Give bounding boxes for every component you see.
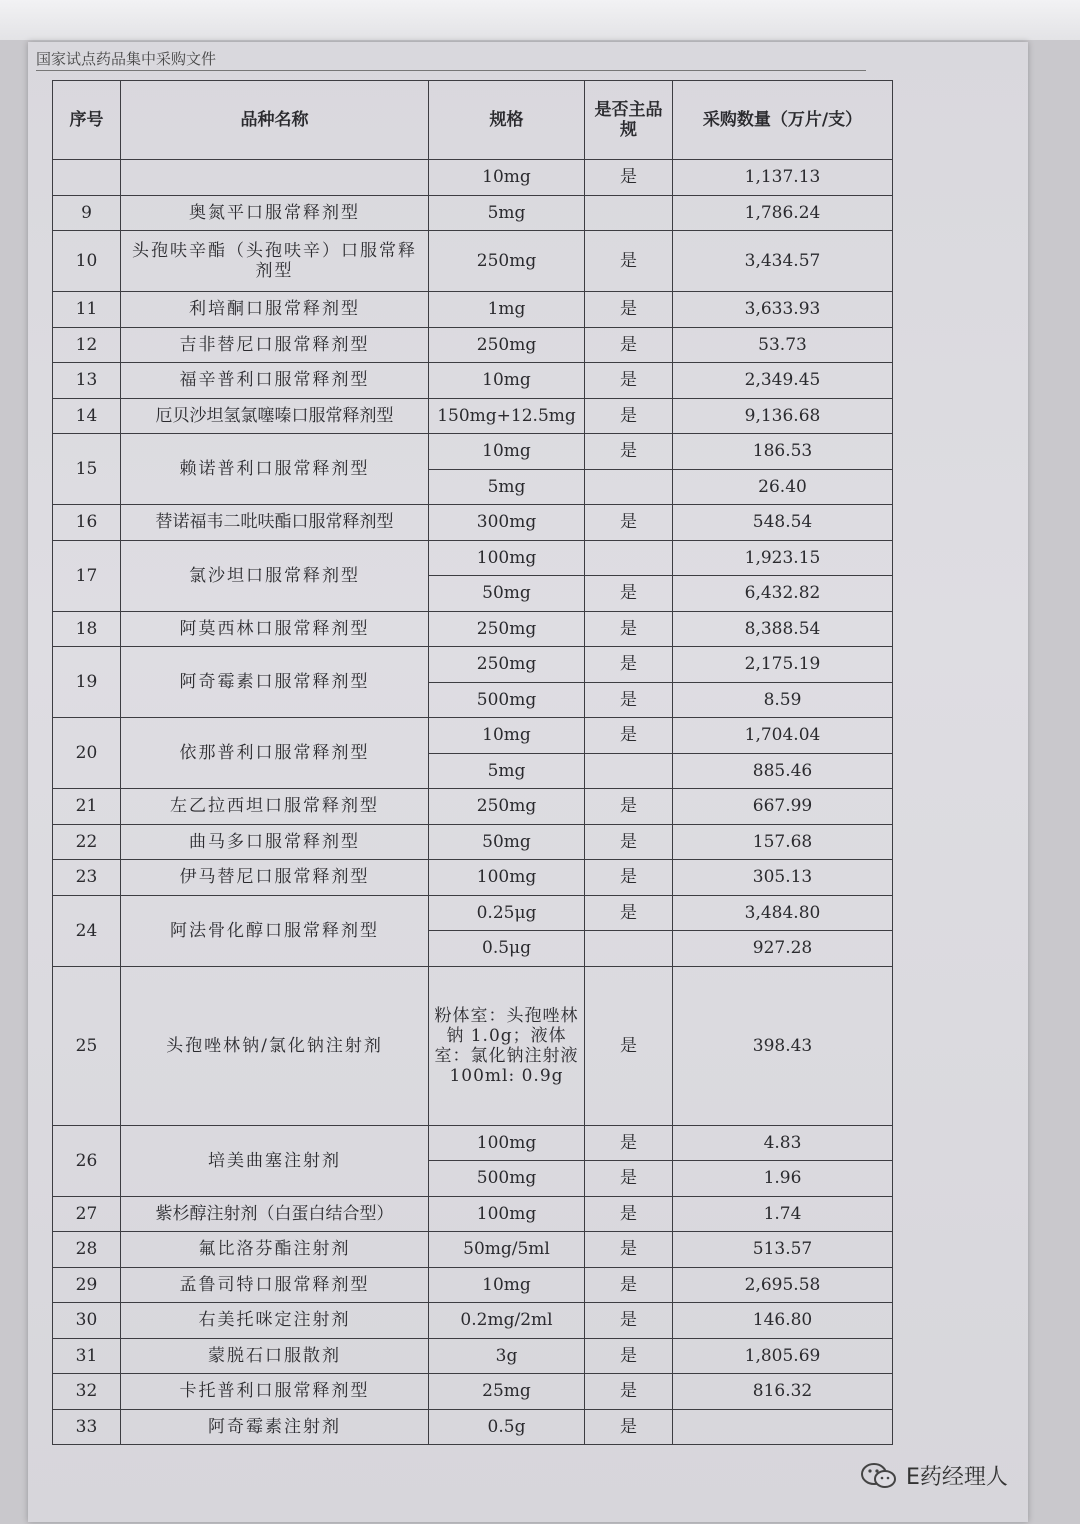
cell-qty: 3,633.93 xyxy=(673,292,893,328)
cell-qty: 26.40 xyxy=(673,469,893,505)
cell-main: 是 xyxy=(585,434,673,470)
cell-qty: 4.83 xyxy=(673,1125,893,1161)
cell-spec: 100mg xyxy=(429,540,585,576)
cell-name: 卡托普利口服常释剂型 xyxy=(121,1374,429,1410)
cell-name xyxy=(121,160,429,196)
cell-no: 23 xyxy=(53,860,121,896)
cell-qty: 1,137.13 xyxy=(673,160,893,196)
cell-main: 是 xyxy=(585,576,673,612)
cell-main: 是 xyxy=(585,160,673,196)
cell-no: 30 xyxy=(53,1303,121,1339)
col-header-main: 是否主品规 xyxy=(585,81,673,160)
cell-main: 是 xyxy=(585,1409,673,1445)
cell-name: 阿莫西林口服常释剂型 xyxy=(121,611,429,647)
cell-spec: 10mg xyxy=(429,160,585,196)
cell-qty: 157.68 xyxy=(673,824,893,860)
cell-no: 32 xyxy=(53,1374,121,1410)
cell-name: 右美托咪定注射剂 xyxy=(121,1303,429,1339)
table-row xyxy=(53,966,893,1125)
cell-qty: 3,434.57 xyxy=(673,231,893,292)
table-row xyxy=(53,1196,893,1232)
cell-spec: 500mg xyxy=(429,682,585,718)
cell-main: 是 xyxy=(585,824,673,860)
cell-spec: 25mg xyxy=(429,1374,585,1410)
table-row xyxy=(53,1232,893,1268)
cell-qty: 1,923.15 xyxy=(673,540,893,576)
cell-qty: 53.73 xyxy=(673,327,893,363)
cell-name: 吉非替尼口服常释剂型 xyxy=(121,327,429,363)
cell-no xyxy=(53,160,121,196)
cell-main: 是 xyxy=(585,682,673,718)
cell-name: 阿法骨化醇口服常释剂型 xyxy=(121,895,429,966)
table-row xyxy=(53,540,893,576)
cell-main: 是 xyxy=(585,1161,673,1197)
cell-no: 12 xyxy=(53,327,121,363)
cell-qty: 8.59 xyxy=(673,682,893,718)
cell-spec: 粉体室：头孢唑林钠 1.0g；液体室：氯化钠注射液 100ml: 0.9g xyxy=(429,966,585,1125)
cell-no: 16 xyxy=(53,505,121,541)
cell-no: 25 xyxy=(53,966,121,1125)
cell-spec: 250mg xyxy=(429,789,585,825)
cell-main: 是 xyxy=(585,1303,673,1339)
table-row xyxy=(53,327,893,363)
cell-name: 头孢呋辛酯（头孢呋辛）口服常释剂型 xyxy=(121,231,429,292)
cell-no: 19 xyxy=(53,647,121,718)
table-row xyxy=(53,195,893,231)
cell-main: 是 xyxy=(585,1338,673,1374)
table-row xyxy=(53,860,893,896)
cell-main: 是 xyxy=(585,647,673,683)
table-row xyxy=(53,1409,893,1445)
cell-qty: 2,695.58 xyxy=(673,1267,893,1303)
cell-main: 是 xyxy=(585,1125,673,1161)
cell-qty: 1.96 xyxy=(673,1161,893,1197)
cell-name: 福辛普利口服常释剂型 xyxy=(121,363,429,399)
table-row xyxy=(53,895,893,931)
cell-no: 20 xyxy=(53,718,121,789)
cell-main: 是 xyxy=(585,231,673,292)
cell-main: 是 xyxy=(585,292,673,328)
cell-name: 氯沙坦口服常释剂型 xyxy=(121,540,429,611)
cell-qty: 548.54 xyxy=(673,505,893,541)
cell-main: 是 xyxy=(585,398,673,434)
table-row xyxy=(53,789,893,825)
cell-name: 依那普利口服常释剂型 xyxy=(121,718,429,789)
cell-qty: 9,136.68 xyxy=(673,398,893,434)
cell-main xyxy=(585,195,673,231)
cell-qty: 146.80 xyxy=(673,1303,893,1339)
cell-spec: 50mg xyxy=(429,576,585,612)
cell-no: 26 xyxy=(53,1125,121,1196)
cell-spec: 0.5g xyxy=(429,1409,585,1445)
cell-name: 蒙脱石口服散剂 xyxy=(121,1338,429,1374)
cell-qty: 8,388.54 xyxy=(673,611,893,647)
cell-qty: 1,704.04 xyxy=(673,718,893,754)
cell-spec: 50mg xyxy=(429,824,585,860)
cell-no: 33 xyxy=(53,1409,121,1445)
cell-main: 是 xyxy=(585,505,673,541)
table-row xyxy=(53,363,893,399)
cell-qty: 305.13 xyxy=(673,860,893,896)
cell-main: 是 xyxy=(585,966,673,1125)
cell-main: 是 xyxy=(585,363,673,399)
table-row xyxy=(53,292,893,328)
table-row xyxy=(53,1303,893,1339)
cell-qty: 186.53 xyxy=(673,434,893,470)
cell-spec: 100mg xyxy=(429,1125,585,1161)
cell-qty: 1,805.69 xyxy=(673,1338,893,1374)
cell-main xyxy=(585,931,673,967)
cell-name: 氟比洛芬酯注射剂 xyxy=(121,1232,429,1268)
cell-main: 是 xyxy=(585,895,673,931)
cell-spec: 3g xyxy=(429,1338,585,1374)
procurement-table xyxy=(52,80,893,1445)
cell-name: 左乙拉西坦口服常释剂型 xyxy=(121,789,429,825)
col-header-spec: 规格 xyxy=(429,81,585,160)
cell-qty: 398.43 xyxy=(673,966,893,1125)
cell-name: 曲马多口服常释剂型 xyxy=(121,824,429,860)
cell-name: 厄贝沙坦氢氯噻嗪口服常释剂型 xyxy=(121,398,429,434)
cell-spec: 250mg xyxy=(429,611,585,647)
table-row xyxy=(53,434,893,470)
cell-qty: 1,786.24 xyxy=(673,195,893,231)
cell-no: 21 xyxy=(53,789,121,825)
cell-qty: 2,349.45 xyxy=(673,363,893,399)
cell-qty: 513.57 xyxy=(673,1232,893,1268)
cell-no: 13 xyxy=(53,363,121,399)
cell-no: 18 xyxy=(53,611,121,647)
cell-main: 是 xyxy=(585,860,673,896)
cell-spec: 100mg xyxy=(429,1196,585,1232)
cell-qty xyxy=(673,1409,893,1445)
cell-spec: 10mg xyxy=(429,434,585,470)
cell-spec: 250mg xyxy=(429,647,585,683)
table-row xyxy=(53,505,893,541)
cell-name: 头孢唑林钠/氯化钠注射剂 xyxy=(121,966,429,1125)
cell-main xyxy=(585,469,673,505)
table-header-row xyxy=(53,81,893,160)
cell-no: 10 xyxy=(53,231,121,292)
cell-no: 27 xyxy=(53,1196,121,1232)
cell-spec: 5mg xyxy=(429,753,585,789)
top-strip xyxy=(0,0,1080,40)
table-row xyxy=(53,1267,893,1303)
cell-no: 24 xyxy=(53,895,121,966)
cell-name: 孟鲁司特口服常释剂型 xyxy=(121,1267,429,1303)
col-header-qty: 采购数量（万片/支） xyxy=(673,81,893,160)
watermark-text: E药经理人 xyxy=(906,1465,1008,1490)
cell-main: 是 xyxy=(585,718,673,754)
cell-qty: 816.32 xyxy=(673,1374,893,1410)
cell-no: 17 xyxy=(53,540,121,611)
cell-qty: 1.74 xyxy=(673,1196,893,1232)
table-row xyxy=(53,231,893,292)
cell-name: 紫杉醇注射剂（白蛋白结合型） xyxy=(121,1196,429,1232)
cell-spec: 300mg xyxy=(429,505,585,541)
cell-spec: 500mg xyxy=(429,1161,585,1197)
cell-spec: 100mg xyxy=(429,860,585,896)
cell-no: 28 xyxy=(53,1232,121,1268)
cell-no: 14 xyxy=(53,398,121,434)
cell-main xyxy=(585,753,673,789)
wechat-icon xyxy=(860,1462,898,1490)
cell-spec: 10mg xyxy=(429,1267,585,1303)
cell-main: 是 xyxy=(585,611,673,647)
cell-main: 是 xyxy=(585,1196,673,1232)
cell-spec: 250mg xyxy=(429,327,585,363)
cell-no: 9 xyxy=(53,195,121,231)
cell-no: 31 xyxy=(53,1338,121,1374)
cell-no: 15 xyxy=(53,434,121,505)
cell-spec: 5mg xyxy=(429,195,585,231)
table-row xyxy=(53,398,893,434)
table-row xyxy=(53,160,893,196)
table-row xyxy=(53,1125,893,1161)
cell-spec: 250mg xyxy=(429,231,585,292)
cell-no: 11 xyxy=(53,292,121,328)
table-row xyxy=(53,824,893,860)
cell-qty: 3,484.80 xyxy=(673,895,893,931)
cell-spec: 0.2mg/2ml xyxy=(429,1303,585,1339)
cell-name: 阿奇霉素口服常释剂型 xyxy=(121,647,429,718)
cell-main: 是 xyxy=(585,789,673,825)
cell-qty: 6,432.82 xyxy=(673,576,893,612)
cell-main: 是 xyxy=(585,1267,673,1303)
cell-spec: 5mg xyxy=(429,469,585,505)
cell-main xyxy=(585,540,673,576)
cell-name: 阿奇霉素注射剂 xyxy=(121,1409,429,1445)
cell-qty: 885.46 xyxy=(673,753,893,789)
table-row xyxy=(53,1338,893,1374)
cell-main: 是 xyxy=(585,1232,673,1268)
cell-spec: 50mg/5ml xyxy=(429,1232,585,1268)
cell-no: 29 xyxy=(53,1267,121,1303)
cell-no: 22 xyxy=(53,824,121,860)
cell-spec: 0.25μg xyxy=(429,895,585,931)
cell-name: 利培酮口服常释剂型 xyxy=(121,292,429,328)
header-rule xyxy=(36,70,866,71)
cell-spec: 10mg xyxy=(429,718,585,754)
cell-name: 奥氮平口服常释剂型 xyxy=(121,195,429,231)
table-row xyxy=(53,1374,893,1410)
col-header-name: 品种名称 xyxy=(121,81,429,160)
cell-name: 伊马替尼口服常释剂型 xyxy=(121,860,429,896)
cell-qty: 667.99 xyxy=(673,789,893,825)
cell-main: 是 xyxy=(585,1374,673,1410)
cell-spec: 10mg xyxy=(429,363,585,399)
table-row xyxy=(53,647,893,683)
cell-qty: 927.28 xyxy=(673,931,893,967)
cell-name: 培美曲塞注射剂 xyxy=(121,1125,429,1196)
document-header: 国家试点药品集中采购文件 xyxy=(36,50,217,68)
cell-qty: 2,175.19 xyxy=(673,647,893,683)
cell-spec: 1mg xyxy=(429,292,585,328)
cell-spec: 0.5μg xyxy=(429,931,585,967)
cell-main: 是 xyxy=(585,327,673,363)
table-row xyxy=(53,611,893,647)
cell-spec: 150mg+12.5mg xyxy=(429,398,585,434)
wechat-watermark xyxy=(860,1460,1008,1491)
table-row xyxy=(53,718,893,754)
cell-name: 赖诺普利口服常释剂型 xyxy=(121,434,429,505)
col-header-no: 序号 xyxy=(53,81,121,160)
cell-name: 替诺福韦二吡呋酯口服常释剂型 xyxy=(121,505,429,541)
